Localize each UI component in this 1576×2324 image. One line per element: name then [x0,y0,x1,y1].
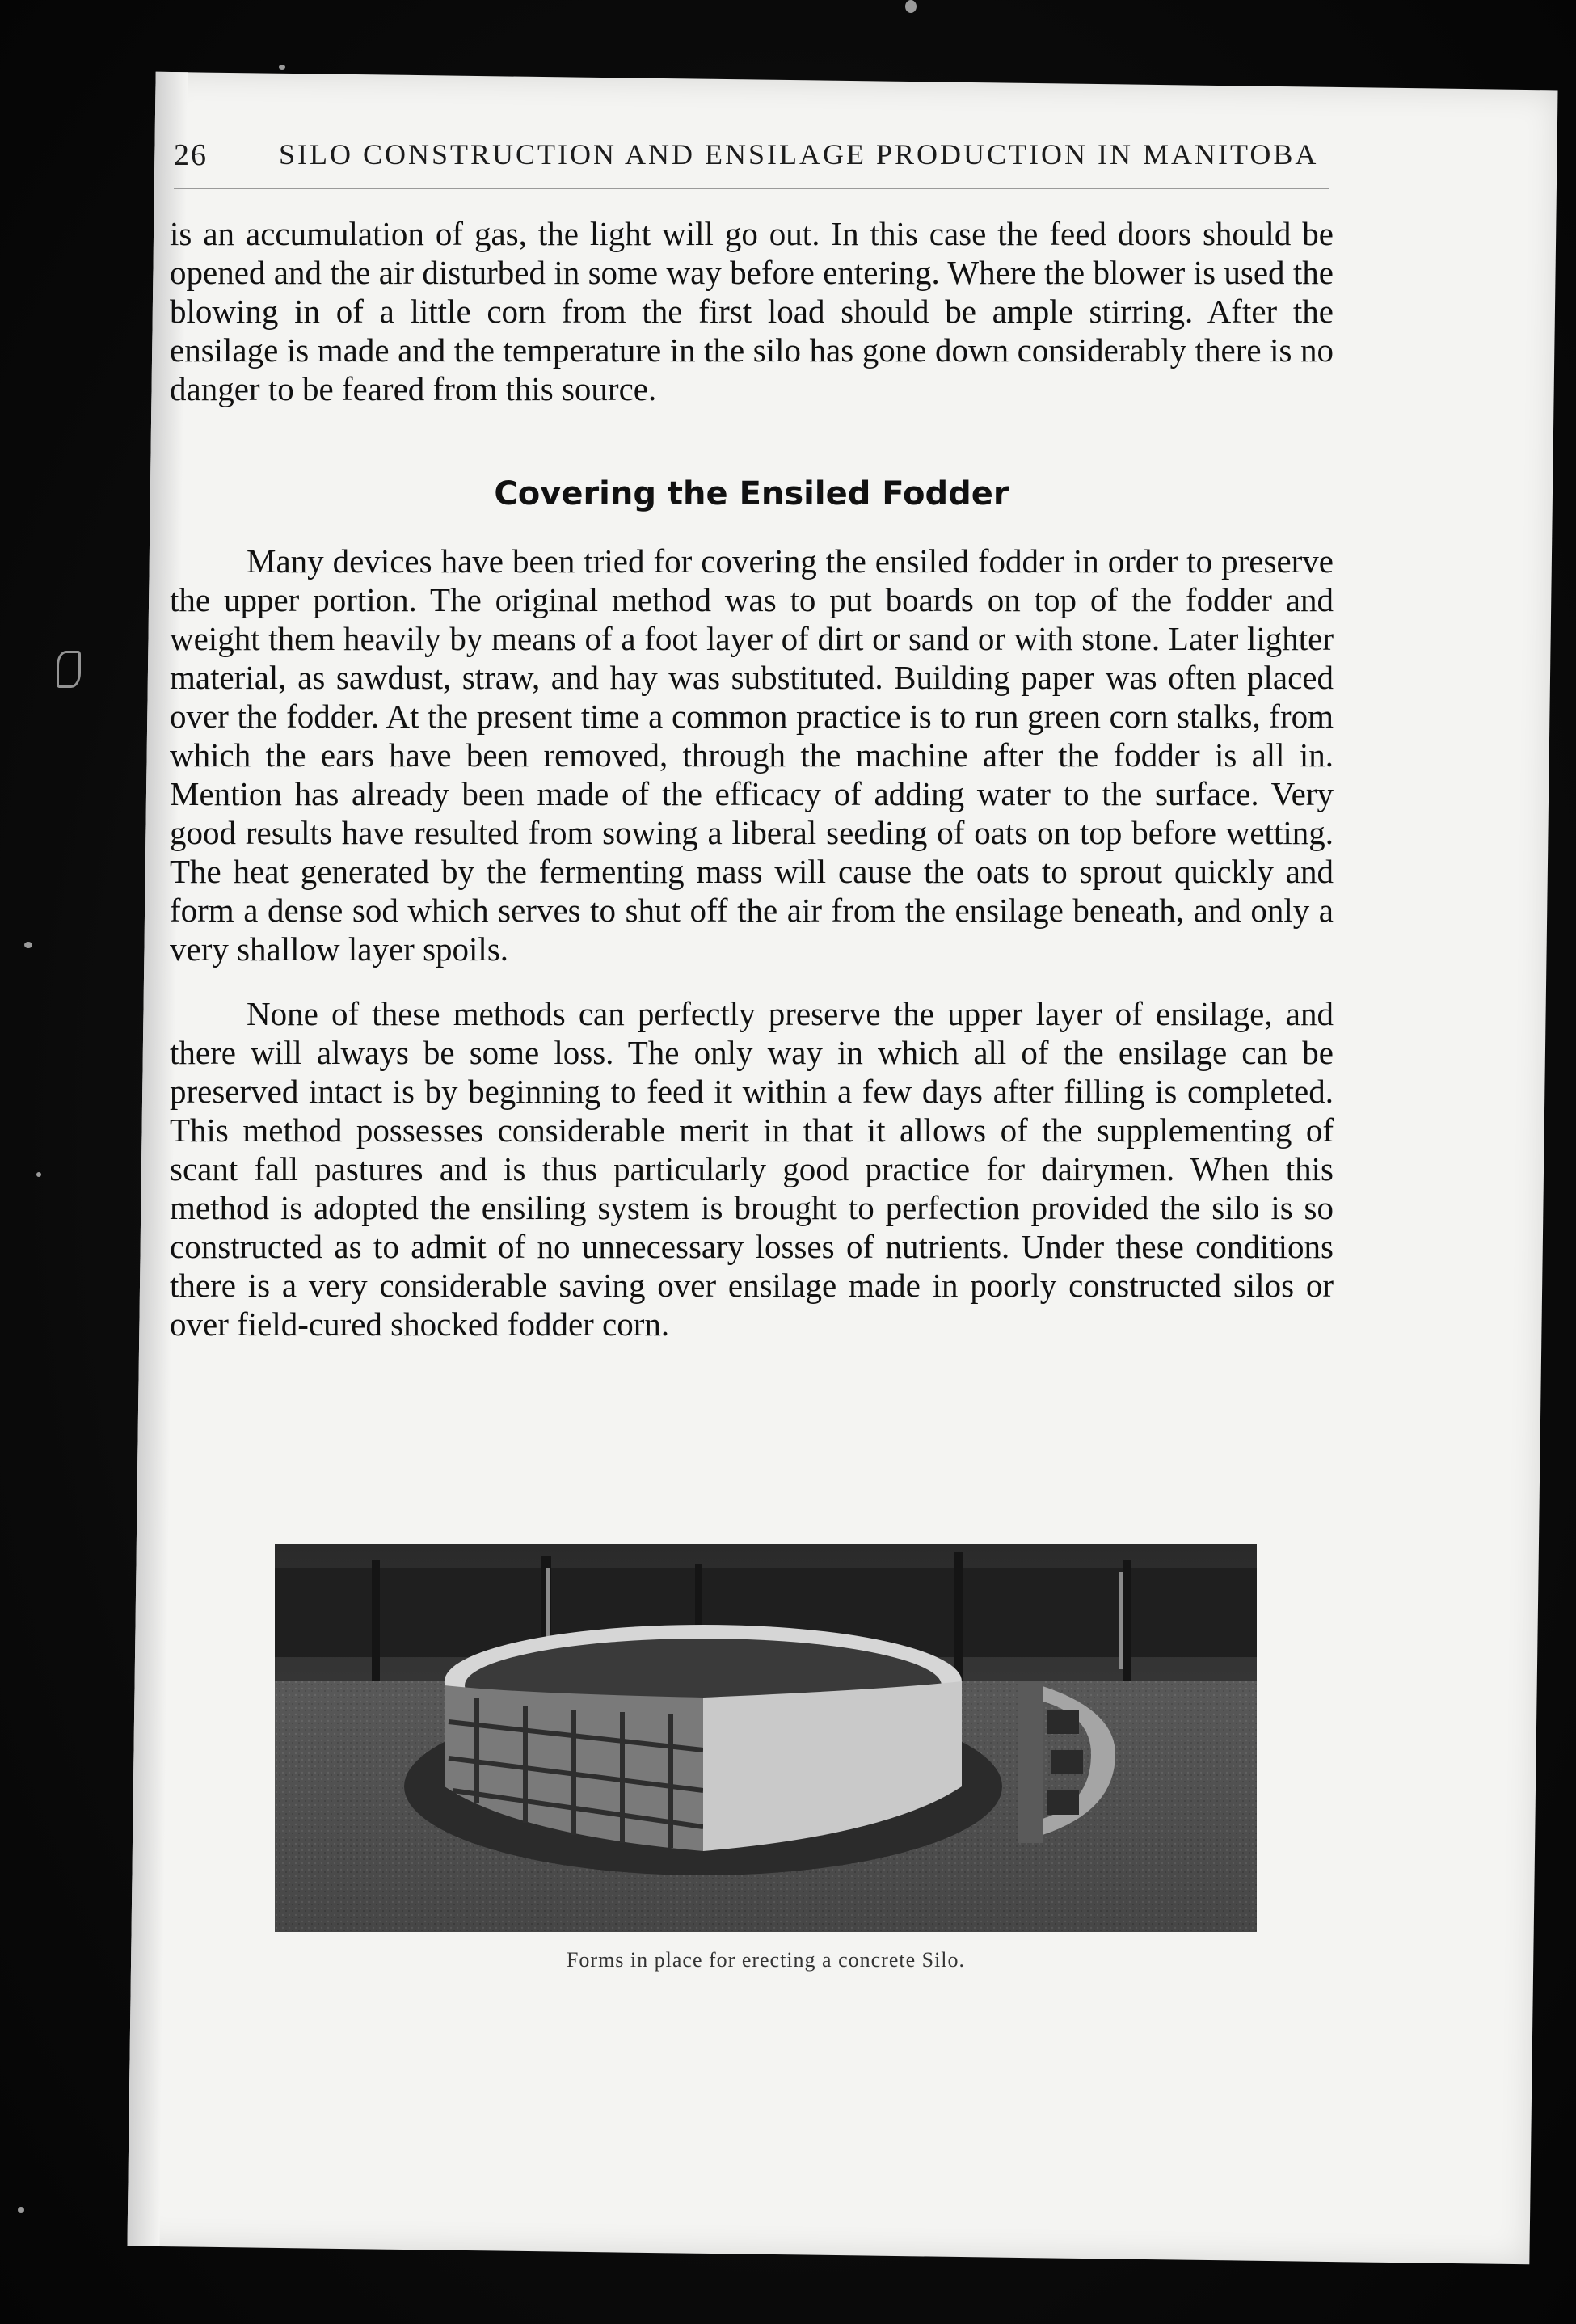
film-speck [279,65,285,70]
section-heading: Covering the Ensiled Fodder [494,475,1009,512]
paragraph-covering-devices: Many devices have been tried for covering the ensiled fodder in order to preserve the upper portion. The original method was to put boards on top of the fodder and weight them heavily by means of a foot layer of dirt or sand or with stone. Later lighter material, as sawdust, straw, and hay was substituted. Building paper was often placed over the fodder. At the present time a common practice is to run green corn stalks, from which the ears have been removed, through the machine after the fodder is all in. Mention has already been made of the efficacy of adding water to the surface. Very good results have resulted from sowing a liberal seeding of oats on top before wetting. The heat generated by the fermenting mass will cause the oats to sprout quickly and form a dense sod which serves to shut off the air from the ensilage beneath, and only a very shallow layer spoils. [170,542,1334,968]
silo-forms-photograph [275,1544,1257,1932]
film-speck [57,651,81,688]
film-speck [24,942,32,948]
paragraph-feeding-method: None of these methods can perfectly preserve the upper layer of ensilage, and there will always be some loss. The only way in which all of the ensilage can be preserved intact is by beginning to feed it within a few days after filling is completed. This method possesses considerable merit in that it allows of the supplementing of scant fall pastures and is thus particularly good practice for dairymen. When this method is adopted the ensiling system is brought to perfection provided the silo is so constructed as to admit of no unnecessary losses of nutrients. Under these conditions there is a very considerable saving over ensilage made in poorly constructed silos or over field-cured shocked fodder corn. [170,995,1334,1343]
running-head [174,137,1338,186]
film-speck [905,0,917,13]
running-head-rule [174,188,1329,189]
paragraph-gas-warning: is an accumulation of gas, the light will go out. In this case the feed doors should be opened and the air disturbed in some way before entering. Where the blower is used the blowing in of a little corn from the first load should be ample stirring. After the ensilage is made and the temperature in the silo has gone down considerably there is no danger to be feared from this source. [170,215,1334,407]
running-head-title: SILO CONSTRUCTION AND ENSILAGE PRODUCTION IN MANITOBA [279,138,1319,171]
film-speck [36,1172,41,1177]
page-number: 26 [174,138,208,172]
film-speck [18,2207,24,2213]
photo-caption: Forms in place for erecting a concrete Silo. [566,1948,966,1972]
